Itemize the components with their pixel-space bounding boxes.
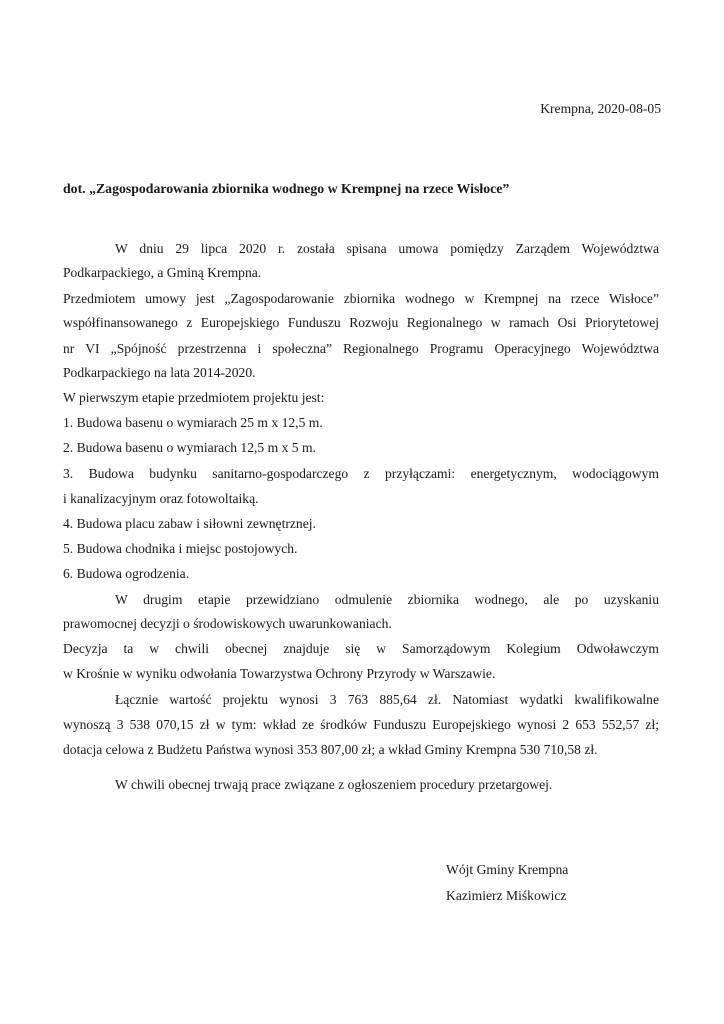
list-item: 2. Budowa basenu o wymiarach 12,5 m x 5 m. — [63, 440, 316, 455]
body-line: w Krośnie w wyniku odwołania Towarzystwa Ochrony Przyrody w Warszawie. — [63, 666, 496, 681]
body-line: Podkarpackiego na lata 2014-2020. — [63, 365, 256, 380]
list-item: 6. Budowa ogrodzenia. — [63, 566, 190, 581]
body-line: Decyzja ta w chwili obecnej znajduje się w Samorządowym Kolegium Odwoławczym — [63, 641, 659, 656]
signature-title: Wójt Gminy Krempna — [446, 862, 569, 877]
body-line: prawomocnej decyzji o środowiskowych uwarunkowaniach. — [63, 616, 392, 631]
list-item: 3. Budowa budynku sanitarno-gospodarczego z przyłączami: energetycznym, wodociągowym — [63, 466, 659, 481]
signature-name: Kazimierz Miśkowicz — [446, 888, 567, 903]
list-item: 5. Budowa chodnika i miejsc postojowych. — [63, 541, 298, 556]
body-line: W pierwszym etapie przedmiotem projektu jest: — [63, 390, 325, 405]
body-line: W dniu 29 lipca 2020 r. została spisana umowa pomiędzy Zarządem Województwa — [115, 241, 659, 256]
body-line: wynoszą 3 538 070,15 zł w tym: wkład ze środków Funduszu Europejskiego wynosi 2 653 552,57 zł; — [63, 717, 659, 732]
body-line: Przedmiotem umowy jest „Zagospodarowanie zbiornika wodnego w Krempnej na rzece Wisłoce” — [63, 291, 659, 306]
list-item-continuation: i kanalizacyjnym oraz fotowoltaiką. — [63, 491, 259, 506]
letter-date: Krempna, 2020-08-05 — [540, 101, 661, 116]
body-line: Podkarpackiego, a Gminą Krempna. — [63, 265, 262, 280]
body-line: dotacja celowa z Budżetu Państwa wynosi 353 807,00 zł; a wkład Gminy Krempna 530 710,58 zł. — [63, 742, 598, 757]
body-line: Łącznie wartość projektu wynosi 3 763 885,64 zł. Natomiast wydatki kwalifikowalne — [115, 692, 659, 707]
letter-subject: dot. „Zagospodarowania zbiornika wodnego w Krempnej na rzece Wisłoce” — [63, 181, 510, 196]
list-item: 1. Budowa basenu o wymiarach 25 m x 12,5 m. — [63, 415, 323, 430]
body-line: W chwili obecnej trwają prace związane z ogłoszeniem procedury przetargowej. — [115, 777, 553, 792]
body-line: współfinansowanego z Europejskiego Funduszu Rozwoju Regionalnego w ramach Osi Priorytetowej — [63, 315, 659, 330]
list-item: 4. Budowa placu zabaw i siłowni zewnętrznej. — [63, 516, 316, 531]
body-line: W drugim etapie przewidziano odmulenie zbiornika wodnego, ale po uzyskaniu — [115, 592, 659, 607]
body-line: nr VI „Spójność przestrzenna i społeczna” Regionalnego Programu Operacyjnego Województwa — [63, 341, 659, 356]
